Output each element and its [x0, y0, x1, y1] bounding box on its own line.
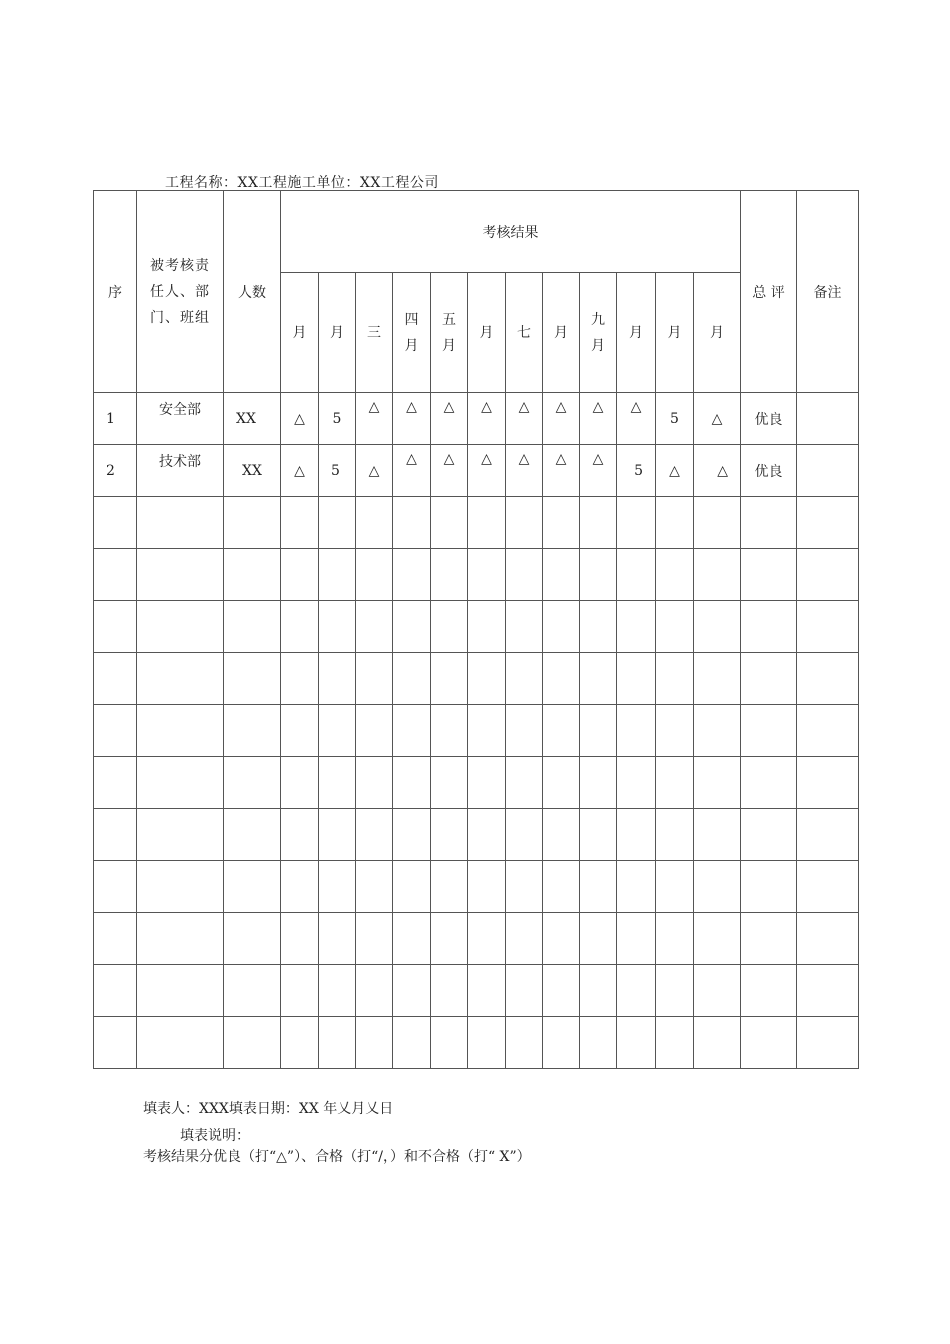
month-header — [393, 273, 431, 393]
row-month-mark: △ — [580, 445, 617, 497]
empty-cell — [543, 913, 580, 965]
header-name-label: 被考核责任人、部门、班组 — [150, 257, 210, 326]
empty-cell — [94, 549, 137, 601]
empty-cell — [319, 549, 356, 601]
empty-cell — [617, 601, 656, 653]
empty-cell — [694, 497, 741, 549]
empty-cell — [506, 601, 543, 653]
empty-cell — [393, 913, 431, 965]
header-seq: 序 — [94, 191, 137, 393]
empty-cell — [797, 861, 859, 913]
empty-cell — [656, 809, 694, 861]
empty-cell — [94, 705, 137, 757]
row-month-mark: △ — [281, 445, 319, 497]
table-row — [94, 393, 859, 445]
row-month-mark: △ — [506, 445, 543, 497]
empty-cell — [656, 965, 694, 1017]
empty-cell — [281, 809, 319, 861]
empty-table-row — [94, 965, 859, 1017]
empty-cell — [543, 757, 580, 809]
empty-cell — [741, 549, 797, 601]
empty-cell — [224, 549, 281, 601]
empty-cell — [506, 705, 543, 757]
empty-cell — [580, 705, 617, 757]
empty-cell — [617, 861, 656, 913]
empty-cell — [137, 861, 224, 913]
month-header — [468, 273, 506, 393]
empty-cell — [543, 549, 580, 601]
empty-cell — [356, 861, 393, 913]
month-header — [580, 273, 617, 393]
month-label: 七 — [516, 324, 531, 341]
empty-cell — [224, 757, 281, 809]
empty-cell — [468, 497, 506, 549]
empty-cell — [431, 497, 468, 549]
empty-cell — [356, 965, 393, 1017]
empty-cell — [506, 653, 543, 705]
empty-cell — [656, 653, 694, 705]
empty-cell — [694, 913, 741, 965]
empty-cell — [137, 653, 224, 705]
empty-cell — [741, 809, 797, 861]
empty-cell — [137, 601, 224, 653]
empty-cell — [468, 809, 506, 861]
month-label: 月 — [709, 324, 724, 341]
empty-cell — [506, 757, 543, 809]
empty-cell — [506, 809, 543, 861]
empty-cell — [468, 965, 506, 1017]
empty-cell — [797, 601, 859, 653]
row-month-mark: △ — [694, 393, 741, 445]
empty-table-row — [94, 913, 859, 965]
row-month-mark: △ — [580, 393, 617, 445]
row-month-mark: 5 — [319, 393, 356, 445]
empty-table-row — [94, 809, 859, 861]
row-month-mark: △ — [617, 393, 656, 445]
empty-table-row — [94, 653, 859, 705]
empty-cell — [356, 601, 393, 653]
empty-cell — [656, 705, 694, 757]
month-label: 月 — [292, 324, 307, 341]
empty-cell — [694, 1017, 741, 1069]
empty-cell — [656, 549, 694, 601]
empty-cell — [741, 913, 797, 965]
empty-cell — [580, 497, 617, 549]
empty-cell — [506, 861, 543, 913]
empty-cell — [656, 861, 694, 913]
empty-cell — [694, 705, 741, 757]
empty-cell — [356, 705, 393, 757]
empty-cell — [224, 965, 281, 1017]
empty-cell — [506, 1017, 543, 1069]
empty-cell — [617, 705, 656, 757]
empty-cell — [797, 965, 859, 1017]
empty-cell — [694, 861, 741, 913]
filler-info: 填表人：XXX填表日期：XX 年乂月乂日 — [143, 1101, 394, 1117]
empty-cell — [319, 757, 356, 809]
empty-cell — [356, 913, 393, 965]
empty-cell — [393, 965, 431, 1017]
empty-cell — [580, 549, 617, 601]
empty-cell — [319, 1017, 356, 1069]
empty-cell — [468, 1017, 506, 1069]
row-overall: 优良 — [741, 393, 797, 445]
row-month-mark: 5 — [319, 445, 356, 497]
month-header — [543, 273, 580, 393]
notes-text: 考核结果分优良（打“△”）、合格（打“/，）和不合格（打“ X”） — [143, 1149, 531, 1165]
empty-cell — [431, 965, 468, 1017]
empty-cell — [224, 1017, 281, 1069]
empty-table-row — [94, 861, 859, 913]
empty-cell — [694, 757, 741, 809]
empty-cell — [281, 913, 319, 965]
row-month-mark: △ — [281, 393, 319, 445]
empty-cell — [356, 757, 393, 809]
empty-cell — [137, 913, 224, 965]
row-month-mark: △ — [393, 445, 431, 497]
empty-cell — [94, 809, 137, 861]
empty-cell — [656, 913, 694, 965]
row-month-mark: △ — [543, 445, 580, 497]
empty-cell — [580, 601, 617, 653]
empty-table-row — [94, 1017, 859, 1069]
empty-cell — [94, 757, 137, 809]
empty-cell — [137, 809, 224, 861]
empty-cell — [94, 653, 137, 705]
empty-cell — [356, 497, 393, 549]
empty-cell — [137, 549, 224, 601]
empty-cell — [94, 497, 137, 549]
month-header — [356, 273, 393, 393]
empty-cell — [94, 913, 137, 965]
empty-cell — [356, 653, 393, 705]
header-count: 人数 — [224, 191, 281, 393]
empty-cell — [393, 601, 431, 653]
month-header — [506, 273, 543, 393]
empty-cell — [543, 601, 580, 653]
month-label: 四月 — [404, 311, 419, 354]
empty-cell — [431, 913, 468, 965]
empty-cell — [506, 497, 543, 549]
empty-cell — [224, 705, 281, 757]
empty-cell — [431, 549, 468, 601]
row-department: 安全部 — [137, 393, 224, 445]
row-month-mark: 5 — [617, 445, 656, 497]
empty-cell — [580, 861, 617, 913]
empty-cell — [797, 653, 859, 705]
row-month-mark: △ — [356, 445, 393, 497]
empty-cell — [224, 653, 281, 705]
empty-cell — [543, 1017, 580, 1069]
empty-cell — [431, 1017, 468, 1069]
empty-cell — [281, 549, 319, 601]
empty-cell — [617, 1017, 656, 1069]
empty-cell — [94, 965, 137, 1017]
empty-cell — [137, 965, 224, 1017]
empty-cell — [431, 861, 468, 913]
header-row-1 — [94, 191, 859, 273]
empty-cell — [741, 705, 797, 757]
empty-cell — [356, 1017, 393, 1069]
empty-cell — [506, 965, 543, 1017]
empty-cell — [694, 653, 741, 705]
empty-cell — [393, 757, 431, 809]
empty-cell — [468, 549, 506, 601]
empty-cell — [694, 965, 741, 1017]
empty-cell — [393, 861, 431, 913]
empty-cell — [224, 913, 281, 965]
month-header — [617, 273, 656, 393]
header-results: 考核结果 — [281, 191, 741, 273]
empty-cell — [281, 861, 319, 913]
row-remark — [797, 393, 859, 445]
empty-cell — [543, 965, 580, 1017]
row-remark — [797, 445, 859, 497]
empty-cell — [319, 601, 356, 653]
empty-cell — [656, 497, 694, 549]
empty-cell — [319, 809, 356, 861]
empty-cell — [580, 965, 617, 1017]
empty-cell — [468, 601, 506, 653]
empty-cell — [319, 705, 356, 757]
empty-cell — [319, 861, 356, 913]
empty-cell — [741, 497, 797, 549]
empty-cell — [468, 861, 506, 913]
empty-cell — [797, 497, 859, 549]
empty-table-row — [94, 497, 859, 549]
empty-cell — [356, 549, 393, 601]
empty-cell — [319, 913, 356, 965]
empty-cell — [319, 965, 356, 1017]
empty-cell — [137, 705, 224, 757]
empty-cell — [468, 653, 506, 705]
empty-cell — [797, 705, 859, 757]
empty-cell — [741, 757, 797, 809]
empty-cell — [506, 549, 543, 601]
empty-cell — [580, 1017, 617, 1069]
month-header — [281, 273, 319, 393]
empty-cell — [281, 497, 319, 549]
empty-cell — [393, 497, 431, 549]
empty-cell — [281, 757, 319, 809]
month-label: 月 — [628, 324, 643, 341]
empty-cell — [656, 601, 694, 653]
empty-cell — [617, 549, 656, 601]
empty-cell — [617, 653, 656, 705]
empty-cell — [797, 757, 859, 809]
month-label: 月 — [479, 324, 494, 341]
empty-cell — [580, 757, 617, 809]
empty-cell — [506, 913, 543, 965]
empty-cell — [617, 757, 656, 809]
empty-cell — [543, 861, 580, 913]
assessment-table — [93, 190, 859, 1069]
header-name — [137, 191, 224, 393]
empty-cell — [224, 861, 281, 913]
table-row — [94, 445, 859, 497]
empty-cell — [393, 809, 431, 861]
empty-cell — [281, 601, 319, 653]
empty-cell — [468, 757, 506, 809]
project-info-line: 工程名称：XX工程施工单位：XX工程公司 — [165, 175, 439, 191]
month-header — [694, 273, 741, 393]
month-header — [656, 273, 694, 393]
empty-cell — [393, 653, 431, 705]
empty-cell — [656, 1017, 694, 1069]
month-label: 月 — [553, 324, 568, 341]
empty-cell — [281, 1017, 319, 1069]
empty-cell — [580, 809, 617, 861]
empty-cell — [468, 705, 506, 757]
month-label: 五月 — [441, 311, 456, 354]
empty-cell — [797, 549, 859, 601]
row-month-mark: △ — [431, 393, 468, 445]
empty-cell — [694, 549, 741, 601]
empty-cell — [617, 913, 656, 965]
empty-cell — [94, 1017, 137, 1069]
empty-cell — [694, 601, 741, 653]
row-department: 技术部 — [137, 445, 224, 497]
empty-cell — [617, 497, 656, 549]
row-overall: 优良 — [741, 445, 797, 497]
empty-cell — [741, 1017, 797, 1069]
row-month-mark: △ — [506, 393, 543, 445]
row-count: XX — [224, 393, 281, 445]
empty-cell — [94, 861, 137, 913]
empty-cell — [431, 653, 468, 705]
empty-cell — [431, 809, 468, 861]
empty-cell — [797, 1017, 859, 1069]
empty-cell — [543, 497, 580, 549]
notes-title: 填表说明： — [180, 1128, 250, 1144]
empty-cell — [468, 913, 506, 965]
empty-cell — [281, 705, 319, 757]
row-month-mark: 5 — [656, 393, 694, 445]
row-seq: 1 — [94, 393, 137, 445]
month-label: 三 — [366, 324, 381, 341]
month-label: 九月 — [590, 311, 605, 354]
empty-cell — [741, 965, 797, 1017]
empty-cell — [580, 653, 617, 705]
empty-cell — [656, 757, 694, 809]
empty-cell — [94, 601, 137, 653]
empty-cell — [741, 601, 797, 653]
row-month-mark: △ — [694, 445, 741, 497]
row-month-mark: △ — [656, 445, 694, 497]
empty-cell — [543, 705, 580, 757]
empty-cell — [224, 601, 281, 653]
empty-cell — [580, 913, 617, 965]
row-month-mark: △ — [393, 393, 431, 445]
empty-cell — [741, 861, 797, 913]
row-month-mark: △ — [468, 445, 506, 497]
empty-cell — [319, 497, 356, 549]
empty-cell — [393, 705, 431, 757]
header-remark: 备注 — [797, 191, 859, 393]
month-header — [431, 273, 468, 393]
empty-table-row — [94, 601, 859, 653]
row-month-mark: △ — [468, 393, 506, 445]
header-overall: 总 评 — [741, 191, 797, 393]
month-label: 月 — [667, 324, 682, 341]
empty-cell — [137, 757, 224, 809]
empty-cell — [393, 549, 431, 601]
empty-cell — [431, 757, 468, 809]
empty-table-row — [94, 705, 859, 757]
empty-cell — [694, 809, 741, 861]
month-label: 月 — [329, 324, 344, 341]
table-body — [94, 393, 859, 1069]
empty-cell — [617, 809, 656, 861]
empty-cell — [281, 653, 319, 705]
empty-cell — [797, 809, 859, 861]
row-seq: 2 — [94, 445, 137, 497]
row-count: XX — [224, 445, 281, 497]
empty-cell — [281, 965, 319, 1017]
empty-cell — [617, 965, 656, 1017]
empty-cell — [137, 497, 224, 549]
empty-cell — [356, 809, 393, 861]
empty-cell — [741, 653, 797, 705]
empty-table-row — [94, 757, 859, 809]
empty-cell — [431, 601, 468, 653]
empty-cell — [224, 497, 281, 549]
empty-cell — [319, 653, 356, 705]
row-month-mark: △ — [356, 393, 393, 445]
empty-cell — [431, 705, 468, 757]
empty-cell — [393, 1017, 431, 1069]
empty-table-row — [94, 549, 859, 601]
row-month-mark: △ — [543, 393, 580, 445]
empty-cell — [224, 809, 281, 861]
row-month-mark: △ — [431, 445, 468, 497]
empty-cell — [543, 653, 580, 705]
empty-cell — [797, 913, 859, 965]
empty-cell — [137, 1017, 224, 1069]
empty-cell — [543, 809, 580, 861]
month-header — [319, 273, 356, 393]
